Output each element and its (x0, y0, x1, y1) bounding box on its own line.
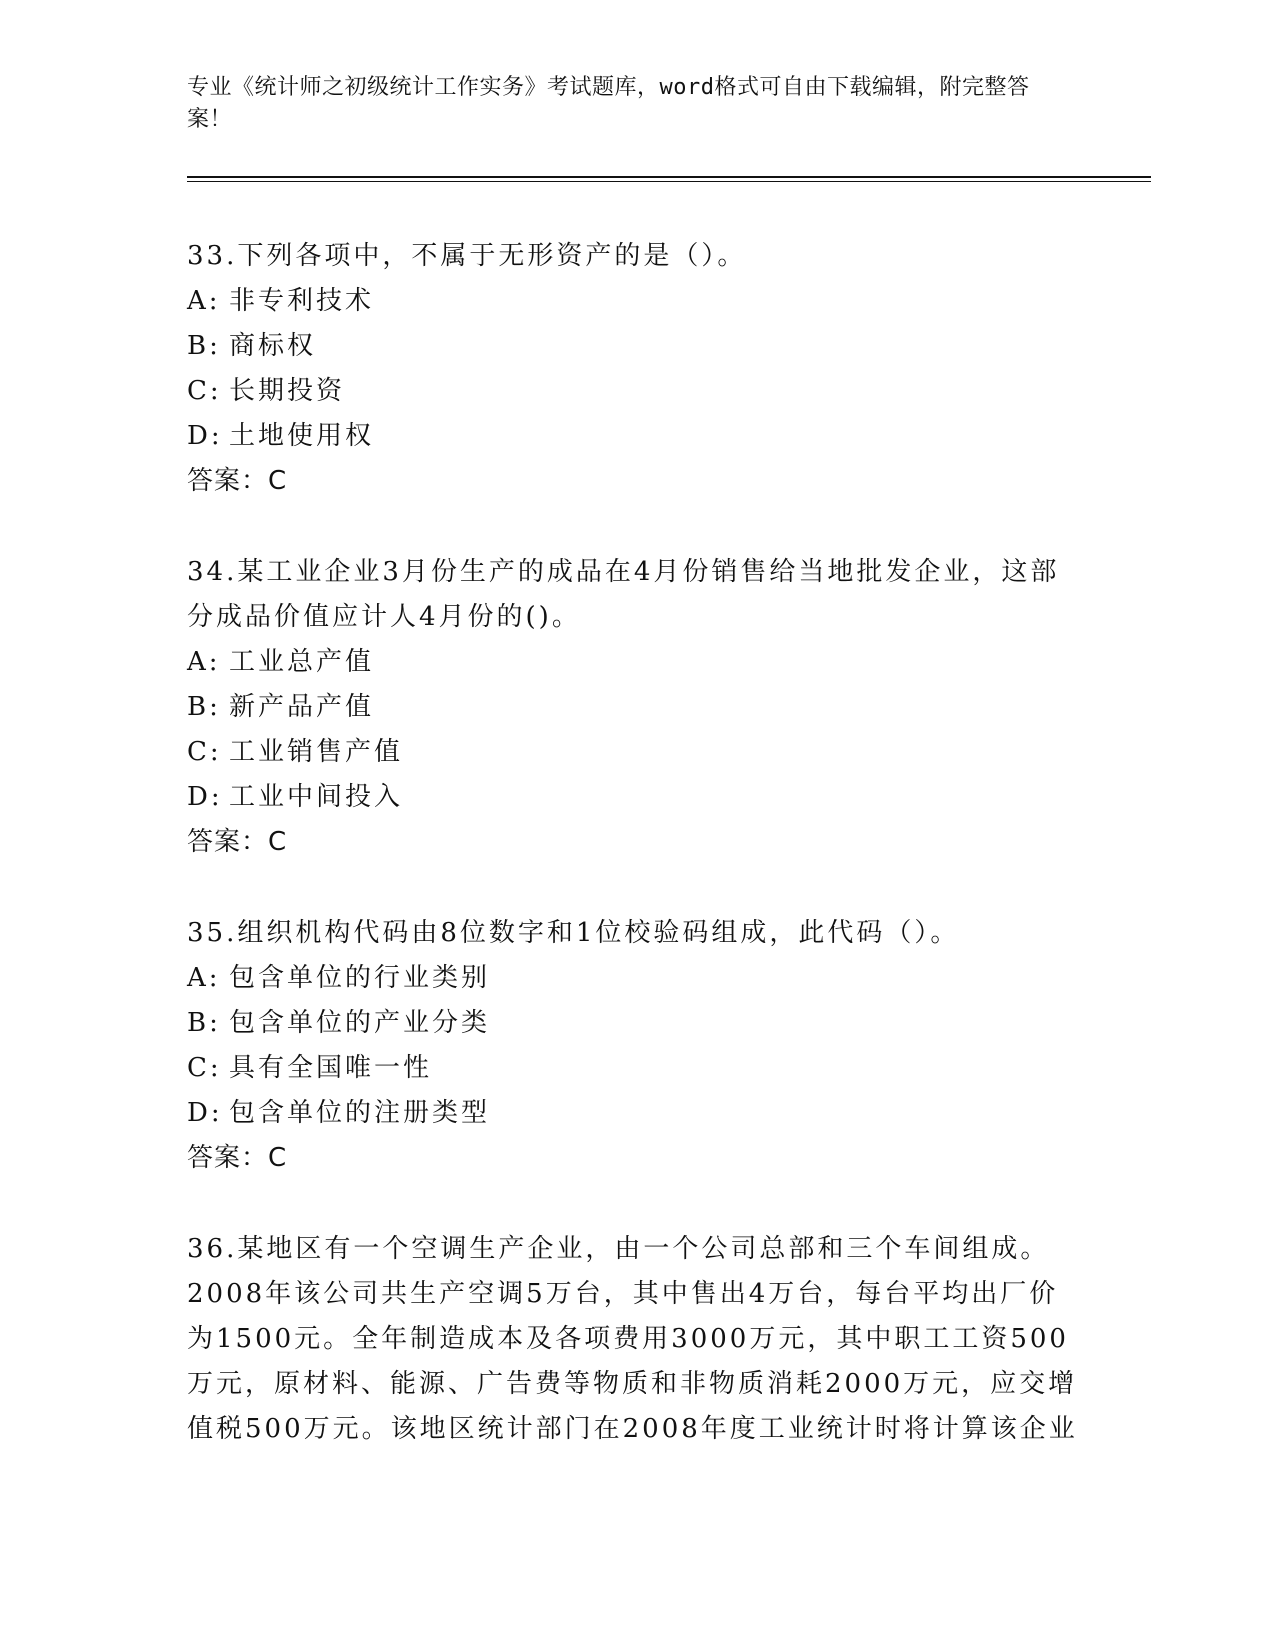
header-note: 专业《统计师之初级统计工作实务》考试题库，word格式可自由下载编辑，附完整答案！ (187, 75, 1030, 132)
question-33 (187, 234, 1087, 504)
option-letter: C: (187, 737, 222, 767)
option-letter: B: (187, 331, 221, 361)
option-text: 包含单位的注册类型 (229, 1098, 491, 1128)
option-letter: B: (187, 692, 221, 722)
header-rule-thin (187, 181, 1151, 182)
option-letter: C: (187, 376, 222, 406)
answer-line: 答案：C (187, 1143, 288, 1173)
option-a (187, 956, 1087, 1001)
option-text: 工业中间投入 (229, 782, 404, 812)
option-text: 工业销售产值 (229, 737, 404, 767)
option-text: 土地使用权 (229, 421, 375, 451)
option-letter: D: (187, 782, 223, 812)
option-b (187, 324, 1087, 369)
option-b (187, 1001, 1087, 1046)
question-35 (187, 911, 1087, 1181)
question-list (187, 234, 1087, 1498)
option-letter: D: (187, 421, 223, 451)
question-34 (187, 550, 1087, 865)
option-letter: A: (187, 963, 221, 993)
option-b (187, 685, 1087, 730)
option-letter: B: (187, 1008, 221, 1038)
option-d (187, 414, 1087, 459)
option-text: 工业总产值 (229, 647, 375, 677)
option-text: 新产品产值 (229, 692, 375, 722)
option-text: 包含单位的行业类别 (229, 963, 491, 993)
header-rule-thick (187, 176, 1151, 178)
option-a (187, 640, 1087, 685)
question-stem: 35.组织机构代码由8位数字和1位校验码组成，此代码（）。 (187, 918, 960, 948)
question-stem: 34.某工业企业3月份生产的成品在4月份销售给当地批发企业，这部分成品价值应计人4月份的()。 (187, 557, 1060, 632)
question-stem: 33.下列各项中，不属于无形资产的是（）。 (187, 241, 747, 271)
option-d (187, 775, 1087, 820)
option-text: 具有全国唯一性 (229, 1053, 433, 1083)
option-text: 商标权 (229, 331, 317, 361)
option-d (187, 1091, 1087, 1136)
option-text: 长期投资 (229, 376, 346, 406)
option-text: 非专利技术 (229, 286, 375, 316)
option-letter: A: (187, 647, 221, 677)
question-36 (187, 1227, 1087, 1452)
option-c (187, 730, 1087, 775)
option-text: 包含单位的产业分类 (229, 1008, 491, 1038)
option-a (187, 279, 1087, 324)
option-letter: D: (187, 1098, 223, 1128)
answer-line: 答案：C (187, 827, 288, 857)
option-letter: A: (187, 286, 221, 316)
question-stem: 36.某地区有一个空调生产企业，由一个公司总部和三个车间组成。2008年该公司共生产空调5万台，其中售出4万台，每台平均出厂价为1500元。全年制造成本及各项费用3000万元，其中职工工资500万元，原材料、能源、广告费等物质和非物质消耗2000万元，应交增值税500万元。该地区统计部门在2008年度工业统计时将计算该企业 (187, 1234, 1078, 1444)
option-c (187, 1046, 1087, 1091)
option-c (187, 369, 1087, 414)
option-letter: C: (187, 1053, 222, 1083)
answer-line: 答案：C (187, 466, 288, 496)
